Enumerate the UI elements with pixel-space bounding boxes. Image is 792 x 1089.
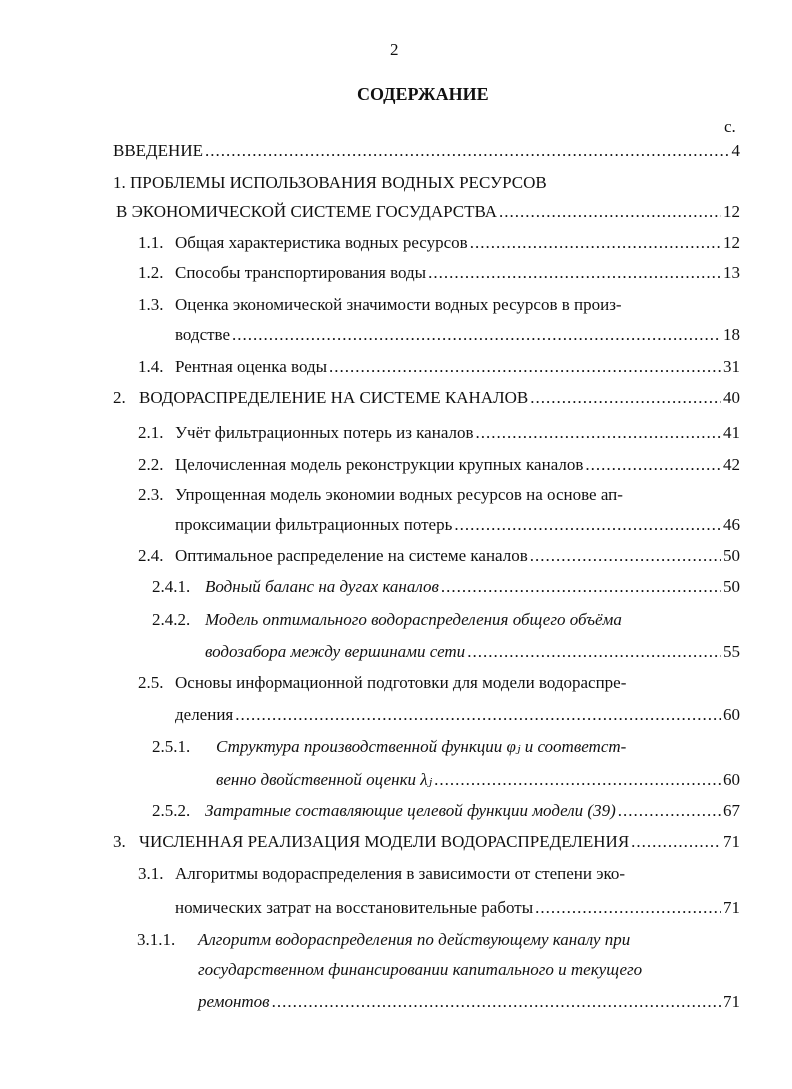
toc-entry[interactable] [175, 515, 740, 535]
toc-number: 2.4. [138, 546, 164, 565]
toc-page: 42 [723, 455, 740, 474]
toc-page: 71 [723, 898, 740, 917]
toc-label: проксимации фильтрационных потерь [175, 515, 453, 534]
toc-label: Алгоритмы водораспределения в зависимости от степени эко- [175, 864, 626, 883]
toc-number: 2.2. [138, 455, 164, 474]
toc-entry[interactable] [216, 770, 740, 790]
toc-label: ЧИСЛЕННАЯ РЕАЛИЗАЦИЯ МОДЕЛИ ВОДОРАСПРЕДЕЛЕНИЯ [139, 832, 630, 851]
page-column-label: с. [724, 117, 736, 136]
toc-entry[interactable] [113, 832, 740, 852]
toc-entry-line[interactable] [152, 610, 622, 630]
toc-number: 3.1. [138, 864, 164, 883]
toc-entry[interactable] [138, 357, 740, 377]
toc-page: 12 [723, 202, 740, 221]
toc-entry[interactable] [138, 423, 740, 443]
toc-number: 2.5.1. [152, 737, 191, 756]
toc-label: ВВЕДЕНИЕ [113, 141, 203, 160]
toc-entry-line[interactable] [138, 864, 625, 884]
toc-page: 46 [723, 515, 740, 534]
toc-number: 3. [113, 832, 126, 851]
toc-entry[interactable] [116, 202, 740, 222]
page-title: СОДЕРЖАНИЕ [357, 84, 489, 104]
toc-page: 13 [723, 263, 740, 282]
toc-number: 1.3. [138, 295, 164, 314]
toc-page: 31 [723, 357, 740, 376]
toc-entry-line[interactable] [138, 295, 622, 315]
toc-number: 1.4. [138, 357, 164, 376]
toc-label: номических затрат на восстановительные работы [175, 898, 534, 917]
toc-label: Затратные составляющие целевой функции модели (39) [205, 801, 616, 820]
toc-page: 4 [731, 141, 740, 160]
toc-label: Структура производственной функции φⱼ и соответст- [216, 737, 627, 756]
toc-entry-line[interactable] [138, 673, 626, 693]
toc-label: ремонтов [198, 992, 270, 1011]
toc-page: 12 [723, 233, 740, 252]
toc-page: 50 [723, 577, 740, 596]
toc-label: Основы информационной подготовки для модели водораспре- [175, 673, 627, 692]
toc-entry-line[interactable] [138, 485, 623, 505]
toc-entry[interactable] [138, 546, 740, 566]
toc-entry[interactable] [113, 141, 740, 161]
toc-label: ПРОБЛЕМЫ ИСПОЛЬЗОВАНИЯ ВОДНЫХ РЕСУРСОВ [130, 173, 547, 192]
toc-number: 1.2. [138, 263, 164, 282]
toc-number: 1. [113, 173, 126, 192]
toc-number: 3.1.1. [137, 930, 176, 949]
toc-page: 60 [723, 705, 740, 724]
toc-entry[interactable] [175, 705, 740, 725]
toc-label: Рентная оценка воды [175, 357, 328, 376]
toc-label: Оптимальное распределение на системе каналов [175, 546, 528, 565]
toc-label: Упрощенная модель экономии водных ресурсов на основе ап- [175, 485, 623, 504]
toc-label: Способы транспортирования воды [175, 263, 427, 282]
toc-page: 60 [723, 770, 740, 789]
toc-label: Модель оптимального водораспределения общего объёма [205, 610, 622, 629]
toc-entry[interactable] [113, 388, 740, 408]
toc-number: 2.1. [138, 423, 164, 442]
toc-number: 2.3. [138, 485, 164, 504]
toc-entry-line[interactable] [113, 173, 547, 193]
toc-entry-line[interactable] [137, 930, 630, 950]
toc-page: 71 [723, 832, 740, 851]
toc-label: деления [175, 705, 234, 724]
toc-page: 18 [723, 325, 740, 344]
toc-entry[interactable] [152, 577, 740, 597]
page-number: 2 [390, 40, 399, 59]
toc-entry-line[interactable] [198, 960, 642, 980]
toc-label: Алгоритм водораспределения по действующему каналу при [198, 930, 631, 949]
toc-entry[interactable] [198, 992, 740, 1012]
toc-number: 2.5.2. [152, 801, 191, 820]
toc-entry[interactable] [138, 455, 740, 475]
toc-entry[interactable] [175, 898, 740, 918]
toc-label: Общая характеристика водных ресурсов [175, 233, 468, 252]
toc-label: ВОДОРАСПРЕДЕЛЕНИЕ НА СИСТЕМЕ КАНАЛОВ [139, 388, 529, 407]
toc-number: 2. [113, 388, 126, 407]
toc-label: Оценка экономической значимости водных ресурсов в произ- [175, 295, 622, 314]
toc-page: 40 [723, 388, 740, 407]
toc-entry[interactable] [152, 801, 740, 821]
toc-number: 2.5. [138, 673, 164, 692]
toc-label: венно двойственной оценки λⱼ [216, 770, 433, 789]
toc-number: 2.4.1. [152, 577, 191, 596]
toc-entry[interactable] [138, 233, 740, 253]
toc-page: 71 [723, 992, 740, 1011]
toc-entry-line[interactable] [152, 737, 626, 757]
toc-label: водстве [175, 325, 231, 344]
toc-label: государственном финансировании капитального и текущего [198, 960, 643, 979]
toc-entry[interactable] [205, 642, 740, 662]
toc-label: В ЭКОНОМИЧЕСКОЙ СИСТЕМЕ ГОСУДАРСТВА [116, 202, 498, 221]
toc-number: 2.4.2. [152, 610, 191, 629]
toc-number: 1.1. [138, 233, 164, 252]
toc-label: Учёт фильтрационных потерь из каналов [175, 423, 474, 442]
toc-page: 67 [723, 801, 740, 820]
toc-label: Водный баланс на дугах каналов [205, 577, 439, 596]
toc-page: 55 [723, 642, 740, 661]
toc-page: 50 [723, 546, 740, 565]
toc-label: Целочисленная модель реконструкции крупных каналов [175, 455, 584, 474]
toc-page: 41 [723, 423, 740, 442]
toc-label: водозабора между вершинами сети [205, 642, 466, 661]
toc-entry[interactable] [175, 325, 740, 345]
toc-entry[interactable] [138, 263, 740, 283]
